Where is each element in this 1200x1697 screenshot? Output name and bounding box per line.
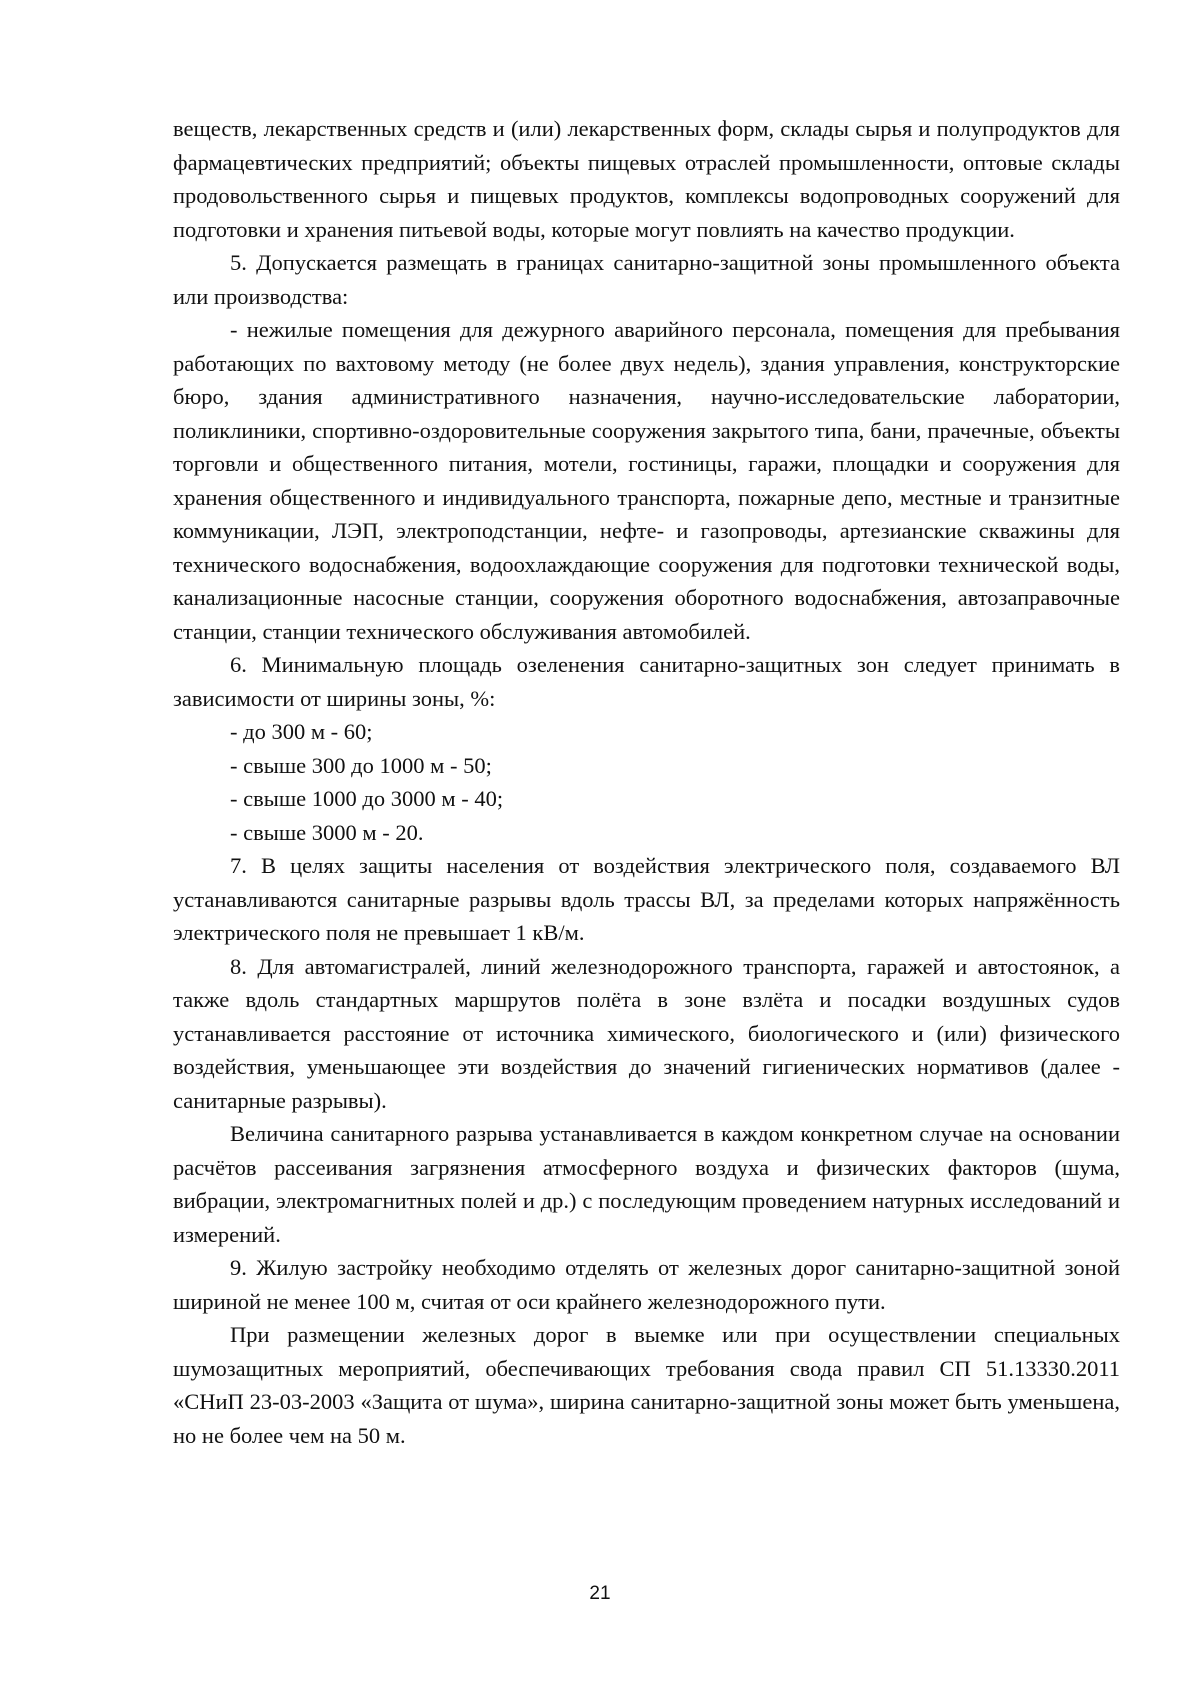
- paragraph: При размещении железных дорог в выемке или при осуществлении специальных шумозащитных мероприятий, обеспечивающих требования свода правил СП 51.13330.2011 «СНиП 23-03-2003 «Защита от шума», ширина санитарно-защитной зоны может быть уменьшена, но не более чем на 50 м.: [173, 1322, 1120, 1448]
- paragraph: - нежилые помещения для дежурного аварийного персонала, помещения для пребывания работающих по вахтовому методу (не более двух недель), здания управления, конструкторские бюро, здания административного назначения, научно-исследовательские лаборатории, поликлиники, спортивно-оздоровительные сооружения закрытого типа, бани, прачечные, объекты торговли и общественного питания, мотели, гостиницы, гаражи, площадки и сооружения для хранения общественного и индивидуального транспорта, пожарные депо, местные и транзитные коммуникации, ЛЭП, электроподстанции, нефте- и газопроводы, артезианские скважины для технического водоснабжения, водоохлаждающие сооружения для подготовки технической воды, канализационные насосные станции, сооружения оборотного водоснабжения, автозаправочные станции, станции технического обслуживания автомобилей.: [173, 317, 1120, 644]
- page-number: 21: [589, 1583, 611, 1604]
- list-item: - свыше 1000 до 3000 м - 40;: [230, 786, 504, 811]
- paragraph: Величина санитарного разрыва устанавливается в каждом конкретном случае на основании расчётов рассеивания загрязнения атмосферного воздуха и физических факторов (шума, вибрации, электромагнитных полей и др.) с последующим проведением натурных исследований и измерений.: [173, 1121, 1120, 1247]
- list-item: - до 300 м - 60;: [230, 719, 373, 744]
- zone-width-list: [173, 715, 1120, 849]
- paragraph: 6. Минимальную площадь озеленения санитарно-защитных зон следует принимать в зависимости от ширины зоны, %:: [173, 652, 1120, 711]
- paragraph: 8. Для автомагистралей, линий железнодорожного транспорта, гаражей и автостоянок, а также вдоль стандартных маршрутов полёта в зоне взлёта и посадки воздушных судов устанавливается расстояние от источника химического, биологического и (или) физического воздействия, уменьшающее эти воздействия до значений гигиенических нормативов (далее - санитарные разрывы).: [173, 953, 1120, 1113]
- list-item: - свыше 3000 м - 20.: [230, 819, 424, 845]
- list-item: - свыше 300 до 1000 м - 50;: [230, 752, 492, 778]
- paragraph: веществ, лекарственных средств и (или) лекарственных форм, склады сырья и полупродуктов для фармацевтических предприятий; объекты пищевых отраслей промышленности, оптовые склады продовольственного сырья и пищевых продуктов, комплексы водопроводных сооружений для подготовки и хранения питьевой воды, которые могут повлиять на качество продукции.: [173, 116, 1120, 242]
- document-page: [173, 112, 1120, 1452]
- paragraph: 5. Допускается размещать в границах санитарно-защитной зоны промышленного объекта или производства:: [173, 250, 1120, 309]
- paragraph: 7. В целях защиты населения от воздействия электрического поля, создаваемого ВЛ устанавливаются санитарные разрывы вдоль трассы ВЛ, за пределами которых напряжённость электрического поля не превышает 1 кВ/м.: [173, 853, 1120, 945]
- paragraph: 9. Жилую застройку необходимо отделять от железных дорог санитарно-защитной зоной шириной не менее 100 м, считая от оси крайнего железнодорожного пути.: [173, 1255, 1120, 1314]
